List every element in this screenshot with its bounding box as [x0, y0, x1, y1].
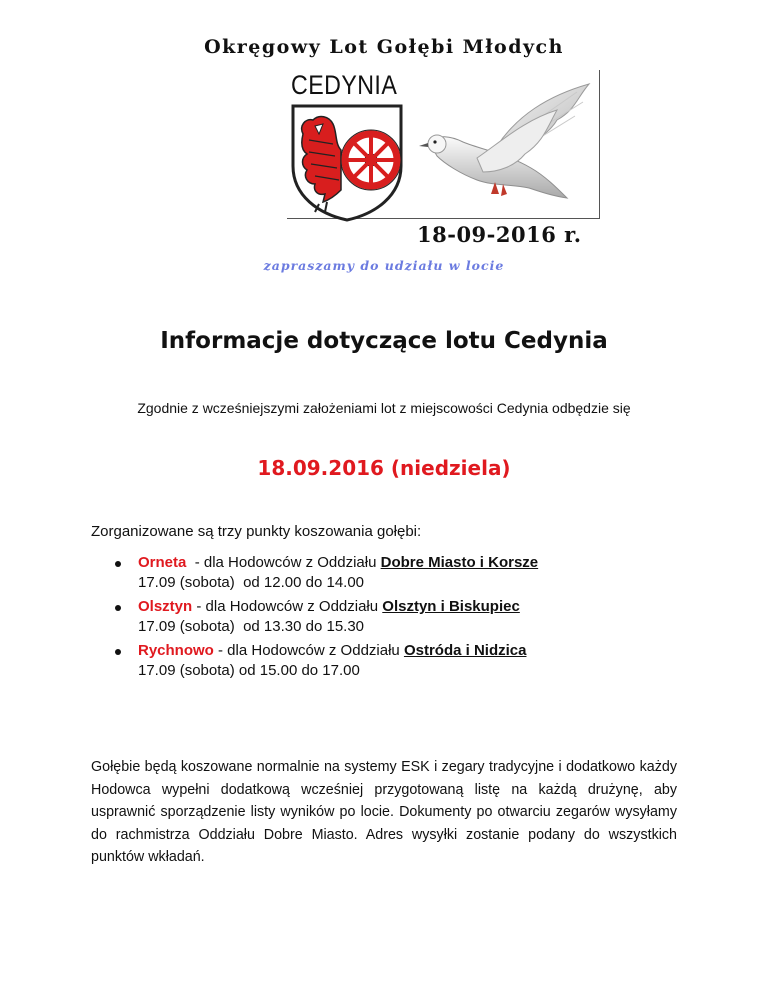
point-schedule: 17.09 (sobota) od 15.00 do 17.00: [138, 662, 360, 679]
point-line: [138, 641, 538, 661]
city-name: CEDYNIA: [291, 70, 398, 100]
intro-paragraph: Zgodnie z wcześniejszymi założeniami lot z miejscowości Cedynia odbędzie się: [137, 400, 631, 416]
points-intro: Zorganizowane są trzy punkty koszowania gołębi:: [91, 523, 422, 540]
point-text: - dla Hodowców z Oddziału: [192, 598, 383, 615]
basketing-points-list: [112, 553, 538, 685]
point-line: [138, 597, 538, 617]
list-item: [112, 641, 538, 681]
bullet-icon: [115, 649, 121, 655]
point-section: Olsztyn i Biskupiec: [382, 598, 520, 615]
flight-day: 18.09.2016 (niedziela): [257, 456, 511, 480]
event-title: Okręgowy Lot Gołębi Młodych: [204, 36, 564, 58]
event-banner: [287, 70, 601, 220]
page-heading: Informacje dotyczące lotu Cedynia: [160, 328, 608, 354]
body-paragraph: Gołębie będą koszowane normalnie na systemy ESK i zegary tradycyjne i dodatkowo każdy Hodowca wypełni dodatkową wcześniej przygotowaną listę na każdą drużynę, aby usprawnić sporządzenie listy wyników po locie. Dokumenty po otwarciu zegarów wysyłamy do rachmistrza Oddziału Dobre Miasto. Adres wysyłki zostanie podany do wszystkich punktów wkładań.: [91, 759, 677, 865]
point-town: Orneta: [138, 554, 187, 571]
point-section: Ostróda i Nidzica: [403, 642, 527, 659]
bullet-icon: [115, 605, 121, 611]
point-text: - dla Hodowców z Oddziału: [213, 642, 404, 659]
list-item: [112, 553, 538, 593]
invite-text: zapraszamy do udziału w locie: [263, 258, 505, 273]
event-date: 18-09-2016 r.: [417, 222, 582, 247]
coat-of-arms-icon: [289, 104, 405, 222]
bullet-icon: [115, 561, 121, 567]
point-line: [138, 553, 538, 573]
dove-icon: [407, 76, 597, 216]
point-town: Rychnowo: [138, 642, 214, 659]
list-item: [112, 597, 538, 637]
point-text: - dla Hodowców z Oddziału: [186, 554, 381, 571]
point-section: Dobre Miasto i Korsze: [380, 554, 539, 571]
point-schedule: 17.09 (sobota) od 13.30 do 15.30: [138, 618, 365, 635]
point-town: Olsztyn: [138, 598, 193, 615]
point-schedule: 17.09 (sobota) od 12.00 do 14.00: [138, 574, 365, 591]
